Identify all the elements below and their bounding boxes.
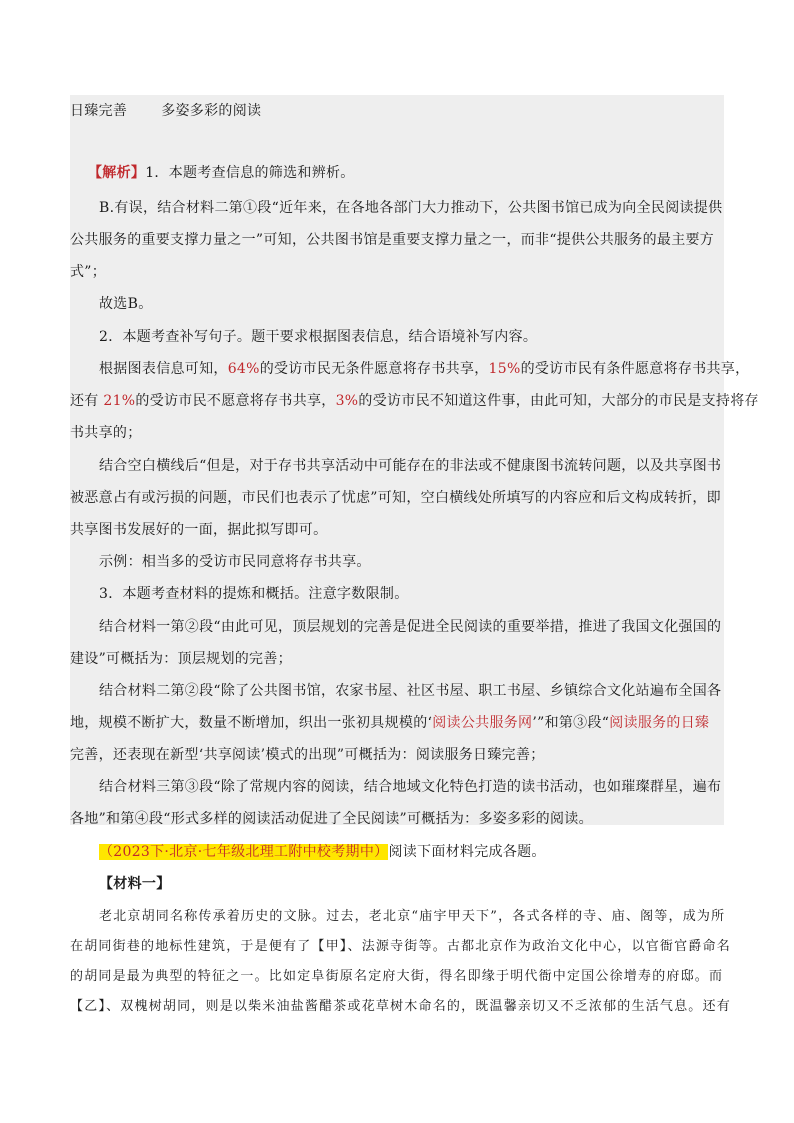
header-left: 日臻完善 [70, 103, 128, 119]
analysis-answer: 故选B。 [99, 296, 153, 312]
question-source: （2023下·北京·七年级北理工附中校考期中） [99, 844, 389, 860]
material-title: 【材料一】 [99, 876, 171, 892]
analysis-text: 式”； [70, 264, 107, 280]
analysis-tag: 【解析】 [88, 165, 146, 181]
analysis-text: 地，规模不断扩大，数量不断增加，织出一张初具规模的‘阅读公共服务网’”和第③段“阅读服务的日臻 [70, 715, 710, 731]
analysis-text: 结合空白横线后“但是，对于存书共享活动中可能存在的非法或不健康图书流转问题，以及共享图书 [99, 458, 722, 474]
analysis-text: 根据图表信息可知，64%的受访市民无条件愿意将存书共享，15%的受访市民有条件愿意将存书共享， [99, 361, 750, 377]
analysis-text: 被恶意占有或污损的问题，市民们也表示了忧虑”可知，空白横线处所填写的内容应和后文构成转折，即 [70, 490, 721, 506]
analysis-text: 建设”可概括为：顶层规划的完善； [70, 651, 292, 667]
analysis-example: 示例：相当多的受访市民同意将存书共享。 [99, 554, 371, 570]
material-text: 的胡同是最为典型的特征之一。比如定阜街原名定府大街，得名即缘于明代衙中定国公徐增寿的府邸。而 [70, 969, 724, 984]
analysis-text: B.有误，结合材料二第①段“近年来，在各地各部门大力推动下，公共图书馆已成为向全民阅读提供 [99, 200, 723, 216]
analysis-text: 书共享的； [70, 425, 142, 441]
material-text: 【乙】、双槐树胡同，则是以柴米油盐酱醋茶或花草树木命名的，既温馨亲切又不乏浓郁的生活气息。还有 [70, 999, 731, 1014]
question-prompt: 阅读下面材料完成各题。 [388, 844, 546, 860]
question-header [99, 842, 753, 862]
material-text: 老北京胡同名称传承着历史的文脉。过去，老北京“庙宇甲天下”，各式各样的寺、庙、阁等，成为所 [99, 909, 726, 924]
analysis-q3-title: 3．本题考查材料的提炼和概括。注意字数限制。 [99, 586, 409, 602]
analysis-q2-title: 2．本题考查补写句子。题干要求根据图表信息，结合语境补写内容。 [99, 329, 538, 345]
analysis-text: 完善，还表现在新型‘共享阅读’模式的出现”可概括为：阅读服务日臻完善； [70, 747, 545, 763]
analysis-text: 公共服务的重要支撑力量之一”可知，公共图书馆是重要支撑力量之一，而非“提供公共服务的最主要方 [70, 232, 715, 248]
analysis-text: 结合材料三第③段“除了常规内容的阅读，结合地域文化特色打造的读书活动，也如璀璨群星，遍布 [99, 779, 722, 795]
analysis-text: 结合材料一第②段“由此可见，顶层规划的完善是促进全民阅读的重要举措，推进了我国文化强国的 [99, 619, 722, 635]
material-text: 在胡同街巷的地标性建筑，于是便有了【甲】、法源寺街等。古都北京作为政治文化中心，以官衙官爵命名 [70, 939, 731, 954]
analysis-q1-title: 【解析】1．本题考查信息的筛选和辨析。 [88, 165, 355, 181]
header-right: 多姿多彩的阅读 [161, 103, 262, 119]
analysis-text: 各地”和第④段“形式多样的阅读活动促进了全民阅读”可概括为：多姿多彩的阅读。 [70, 811, 593, 827]
analysis-text: 结合材料二第②段“除了公共图书馆，农家书屋、社区书屋、职工书屋、乡镇综合文化站遍布全国各 [99, 683, 722, 699]
section-header [70, 101, 724, 121]
analysis-text: 还有 21%的受访市民不愿意将存书共享，3%的受访市民不知道这件事，由此可知，大部分的市民是支持将存 [70, 393, 759, 409]
analysis-text: 共享图书发展好的一面，据此拟写即可。 [70, 522, 328, 538]
